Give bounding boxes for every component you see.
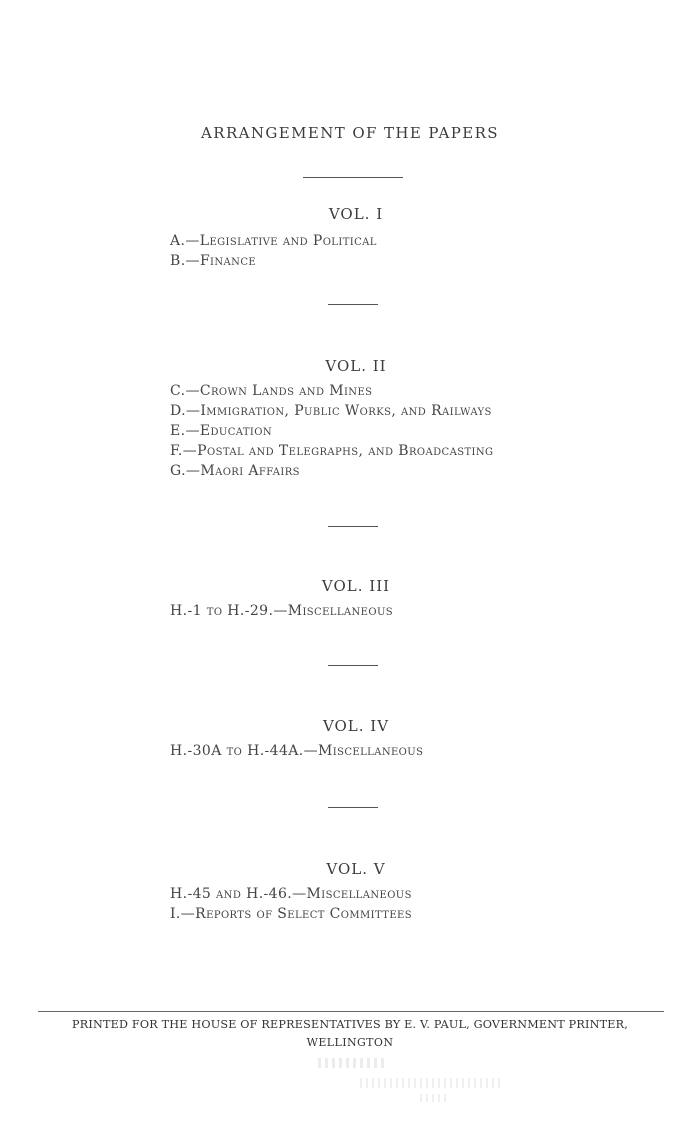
volume-item: H.-30A to H.-44A.—Miscellaneous bbox=[170, 743, 424, 759]
section-divider bbox=[328, 665, 378, 666]
footer-divider bbox=[38, 1011, 664, 1012]
printer-imprint: PRINTED FOR THE HOUSE OF REPRESENTATIVES BY E. V. PAUL, GOVERNMENT PRINTER, bbox=[72, 1018, 628, 1031]
volume-heading: VOL. I bbox=[328, 205, 384, 223]
section-divider bbox=[328, 807, 378, 808]
show-through-marks bbox=[360, 1078, 500, 1088]
page-title: ARRANGEMENT OF THE PAPERS bbox=[201, 124, 499, 142]
volume-item: A.—Legislative and Political bbox=[170, 233, 377, 249]
volume-item: G.—Maori Affairs bbox=[170, 463, 300, 479]
volume-heading: VOL. II bbox=[325, 357, 387, 375]
show-through-marks bbox=[318, 1058, 388, 1068]
volume-item: I.—Reports of Select Committees bbox=[170, 906, 412, 922]
volume-item: D.—Immigration, Public Works, and Railways bbox=[170, 403, 492, 419]
volume-heading: VOL. III bbox=[321, 577, 391, 595]
volume-item: E.—Education bbox=[170, 423, 273, 439]
show-through-marks bbox=[420, 1094, 450, 1102]
section-divider bbox=[328, 526, 378, 527]
volume-heading: VOL. IV bbox=[322, 717, 390, 735]
volume-item: C.—Crown Lands and Mines bbox=[170, 383, 373, 399]
volume-item: H.-45 and H.-46.—Miscellaneous bbox=[170, 886, 412, 902]
printer-city: WELLINGTON bbox=[306, 1036, 394, 1049]
volume-item: H.-1 to H.-29.—Miscellaneous bbox=[170, 603, 394, 619]
volume-item: B.—Finance bbox=[170, 253, 257, 269]
section-divider bbox=[328, 304, 378, 305]
title-divider bbox=[303, 177, 403, 178]
volume-item: F.—Postal and Telegraphs, and Broadcasting bbox=[170, 443, 494, 459]
volume-heading: VOL. V bbox=[326, 860, 386, 878]
